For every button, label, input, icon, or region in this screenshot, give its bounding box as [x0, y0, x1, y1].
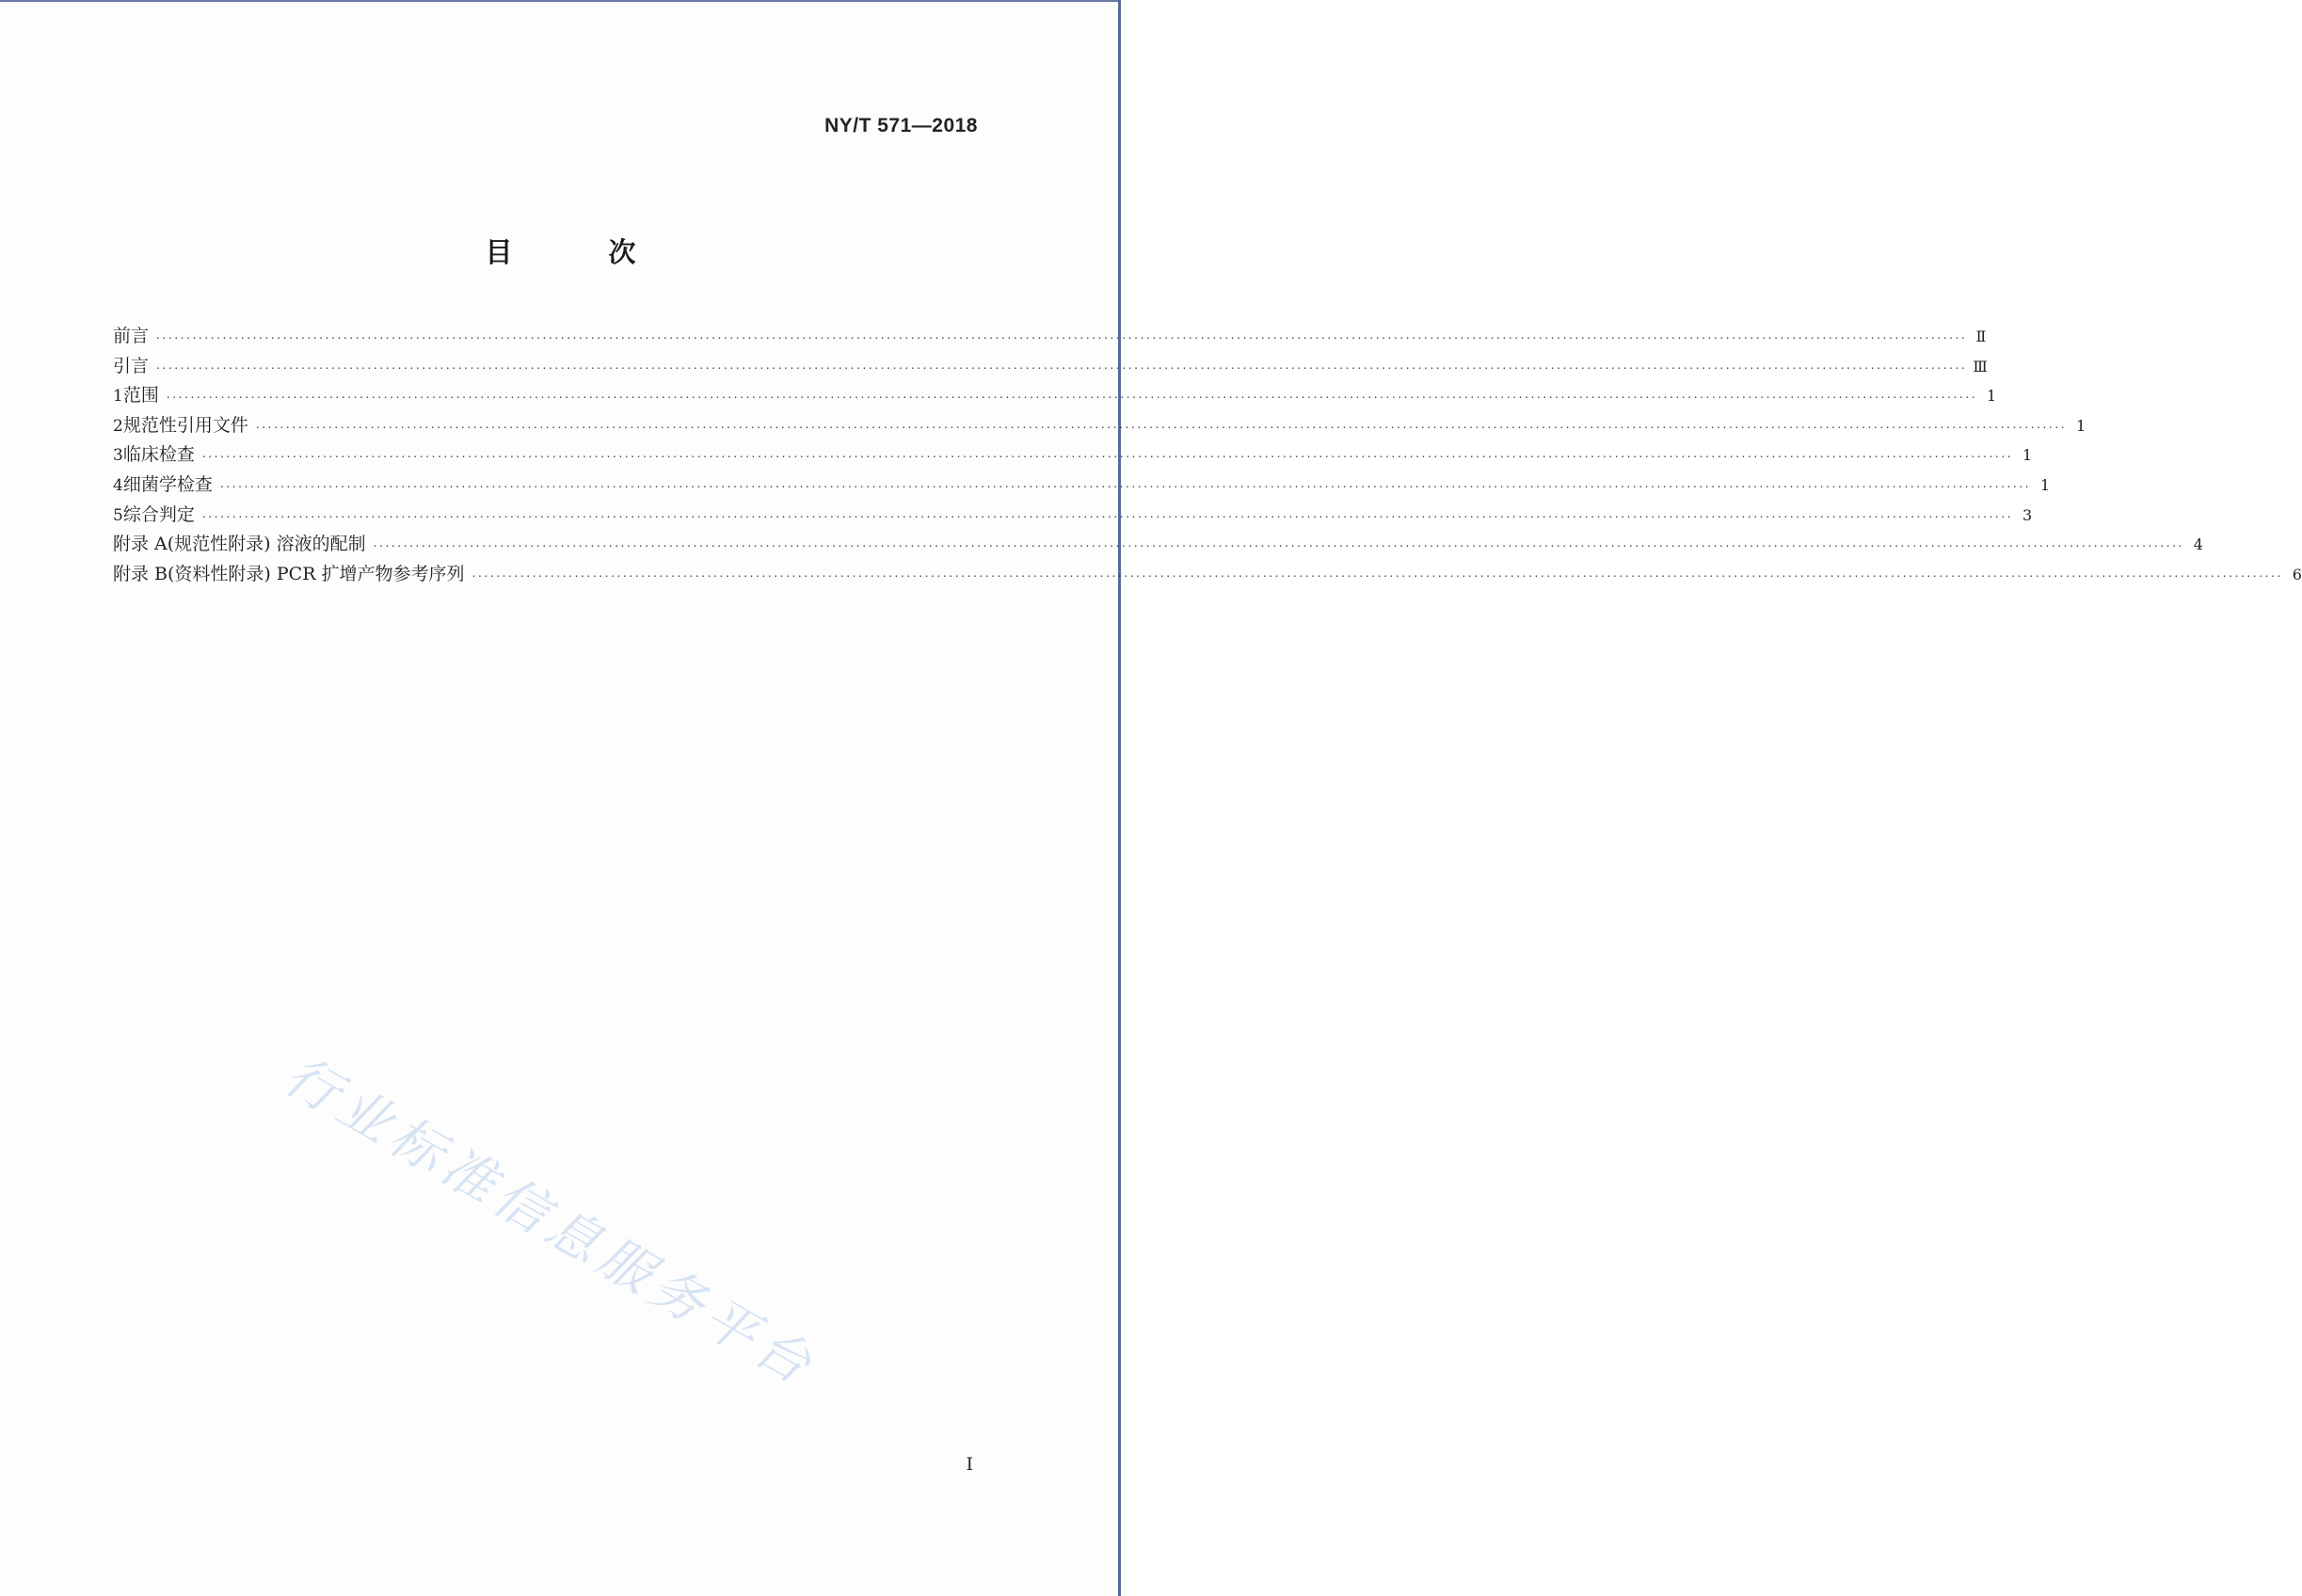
toc-entry-label: 细菌学检查	[122, 473, 213, 495]
toc-leader-dots: ............................................................................................................................................................................................................................................................................................................	[201, 447, 2014, 461]
toc-entry-label: 临床检查	[122, 444, 195, 466]
toc-leader-dots: ............................................................................................................................................................................................................................................................................................................	[472, 566, 2283, 580]
toc-entry-label: 综合判定	[122, 503, 195, 525]
toc-leader-dots: ............................................................................................................................................................................................................................................................................................................	[219, 476, 2032, 490]
toc-entry-page: 1	[2076, 416, 2086, 435]
toc-entry-appendix-a[interactable]	[113, 530, 2203, 560]
toc-leader-dots: ............................................................................................................................................................................................................................................................................................................	[255, 417, 2068, 431]
toc-entry-label: 附录 B(资料性附录) PCR 扩增产物参考序列	[113, 563, 465, 584]
toc-entry-number: 4	[113, 475, 123, 495]
toc-entry-page: Ⅱ	[1975, 327, 1987, 345]
toc-entry-number: 1	[113, 387, 123, 407]
toc-entry-page: Ⅲ	[1973, 357, 1988, 375]
toc-entry-label: 前言	[113, 326, 150, 346]
toc-entry-page: 4	[2193, 535, 2203, 554]
toc-entry-number: 3	[113, 446, 123, 466]
toc-leader-dots: ............................................................................................................................................................................................................................................................................................................	[156, 358, 1968, 372]
toc-entry-page: 6	[2292, 565, 2302, 583]
toc-entry-label: 规范性引用文件	[122, 414, 248, 436]
toc-entry-foreword[interactable]	[113, 322, 1987, 352]
toc-entry-clinical-examination[interactable]	[113, 440, 2033, 471]
toc-entry-comprehensive-judgment[interactable]	[113, 501, 2033, 531]
scan-top-edge	[0, 0, 1121, 2]
toc-entry-number: 2	[113, 416, 123, 436]
toc-leader-dots: ............................................................................................................................................................................................................................................................................................................	[166, 388, 1978, 402]
toc-entry-label: 范围	[122, 385, 159, 407]
toc-leader-dots: ............................................................................................................................................................................................................................................................................................................	[201, 506, 2014, 520]
toc-entry-page: 1	[2022, 446, 2033, 465]
toc-entry-page: 1	[1987, 387, 1997, 406]
table-of-contents	[113, 322, 2302, 589]
toc-leader-dots: ............................................................................................................................................................................................................................................................................................................	[156, 328, 1968, 342]
toc-entry-label: 附录 A(规范性附录) 溶液的配制	[113, 534, 366, 555]
toc-entry-label: 引言	[113, 355, 150, 376]
toc-entry-normative-references[interactable]	[113, 411, 2086, 441]
watermark-text: 行业标准信息服务平台	[274, 1045, 827, 1400]
toc-entry-introduction[interactable]	[113, 352, 1988, 382]
toc-entry-bacteriological-examination[interactable]	[113, 471, 2051, 501]
toc-entry-number: 5	[113, 505, 123, 525]
toc-entry-page: 3	[2022, 505, 2033, 524]
document-number: NY/T 571—2018	[824, 115, 978, 136]
toc-title: 目 次	[485, 236, 679, 268]
toc-entry-appendix-b[interactable]	[113, 560, 2302, 590]
page-number: I	[966, 1454, 973, 1475]
toc-entry-page: 1	[2040, 475, 2051, 494]
toc-leader-dots: ............................................................................................................................................................................................................................................................................................................	[373, 536, 2184, 551]
toc-entry-scope[interactable]	[113, 381, 1997, 411]
